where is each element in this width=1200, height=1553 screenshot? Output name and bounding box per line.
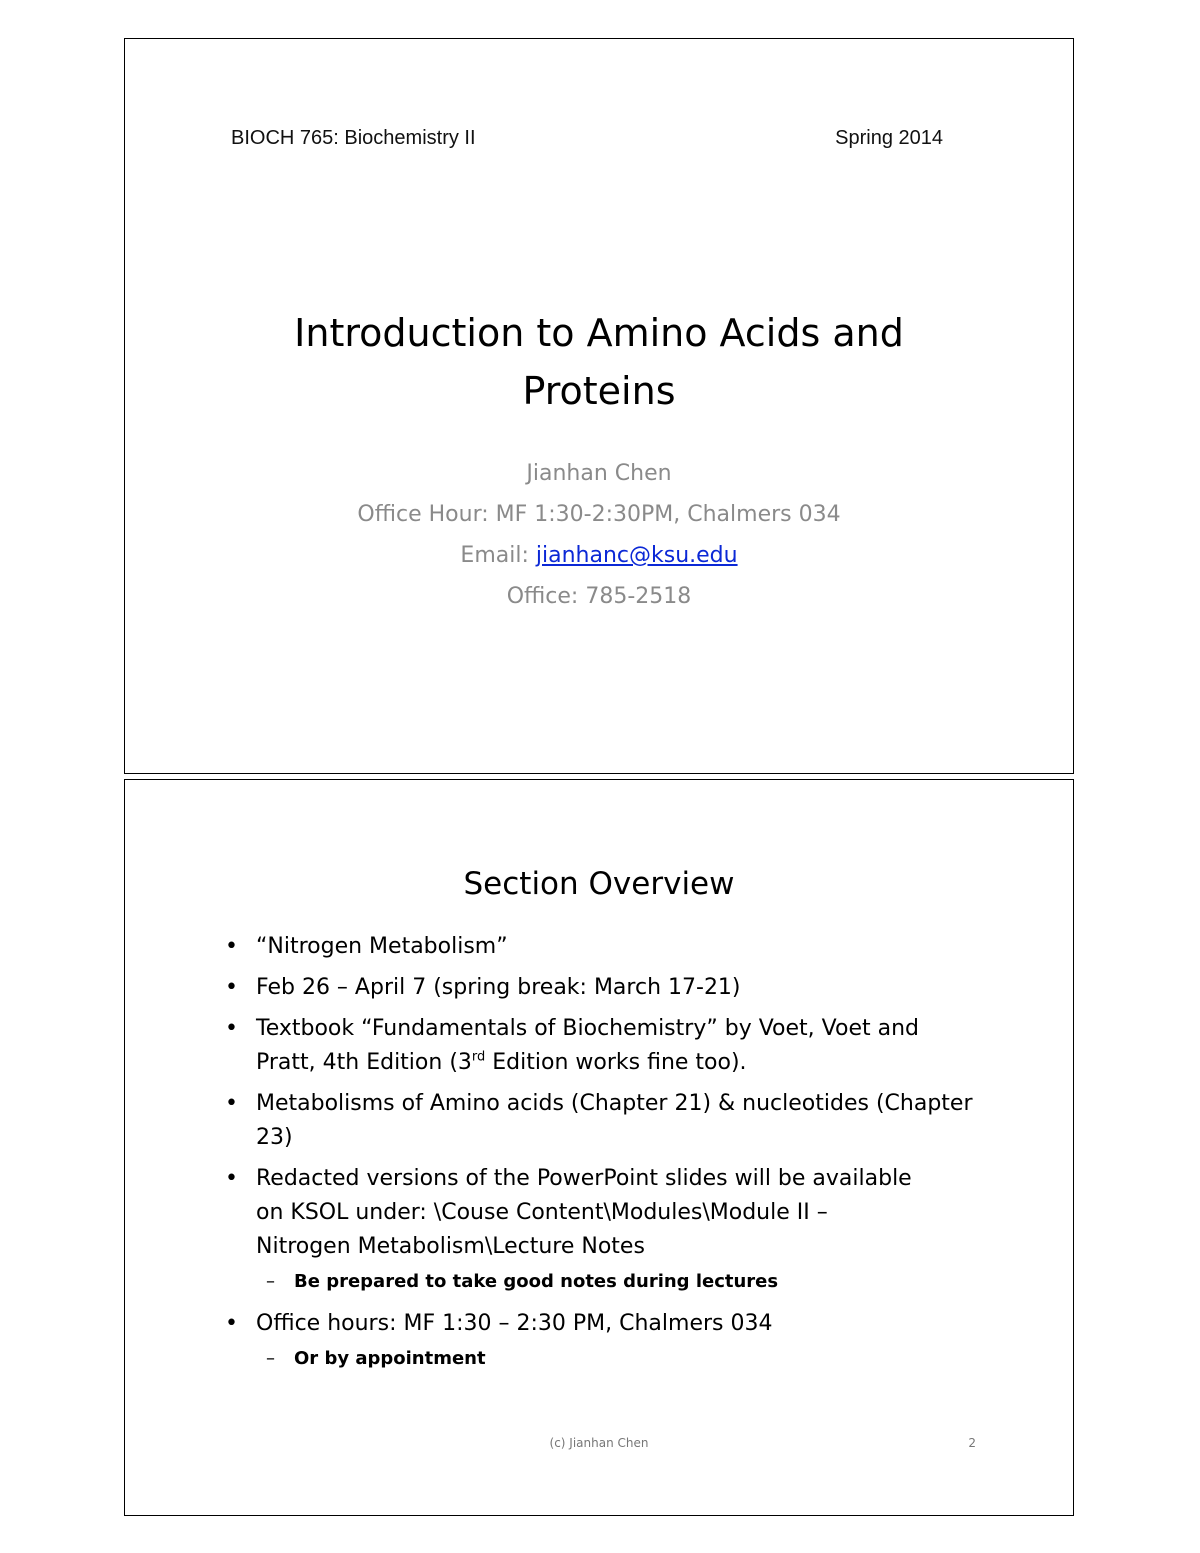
term-header: Spring 2014 <box>835 127 943 149</box>
list-item <box>225 971 985 1005</box>
bullet-icon: • <box>225 934 238 959</box>
email-label: Email: <box>460 543 536 568</box>
footer-credit: (c) Jianhan Chen <box>549 1436 649 1450</box>
office-hour: Office Hour: MF 1:30-2:30PM, Chalmers 034 <box>357 502 841 527</box>
list-item <box>225 1162 985 1300</box>
list-item <box>225 1012 985 1080</box>
bullet-text-line-1: Redacted versions of the PowerPoint slides will be available <box>256 1166 912 1191</box>
sub-list-item <box>256 1264 985 1300</box>
bullet-icon: • <box>225 1311 238 1336</box>
bullet-icon: • <box>225 1166 238 1191</box>
slide-title: Section Overview <box>463 866 735 902</box>
course-header: BIOCH 765: Biochemistry II <box>231 127 476 149</box>
office-phone: Office: 785-2518 <box>506 584 692 609</box>
bullet-list <box>225 930 985 1384</box>
email-line <box>125 535 1073 576</box>
superscript: rd <box>471 1049 486 1065</box>
sub-list-item <box>256 1341 985 1377</box>
bullet-text: Textbook “Fundamentals of Biochemistry” by Voet, Voet and Pratt, 4th Edition (3 <box>256 1016 919 1075</box>
dash-icon: – <box>266 1348 275 1369</box>
slide-2 <box>124 779 1074 1516</box>
bullet-text: Feb 26 – April 7 (spring break: March 17-21) <box>256 975 741 1000</box>
title-line-1: Introduction to Amino Acids and <box>294 311 904 355</box>
sub-item-text: Or by appointment <box>294 1348 486 1369</box>
bullet-icon: • <box>225 1091 238 1116</box>
dash-icon: – <box>266 1271 275 1292</box>
instructor-name: Jianhan Chen <box>526 461 672 486</box>
slide-1 <box>124 38 1074 774</box>
instructor-info <box>125 453 1073 617</box>
email-link[interactable]: jianhanc@ksu.edu <box>535 543 738 568</box>
list-item <box>225 1307 985 1377</box>
page-number: 2 <box>968 1436 976 1450</box>
bullet-icon: • <box>225 975 238 1000</box>
slide-title <box>125 304 1073 420</box>
sub-item-text: Be prepared to take good notes during lectures <box>294 1271 779 1292</box>
bullet-icon: • <box>225 1016 238 1041</box>
bullet-text: “Nitrogen Metabolism” <box>256 934 508 959</box>
bullet-text-cont: Edition works fine too). <box>485 1050 747 1075</box>
bullet-text-line-2: on KSOL under: \Couse Content\Modules\Module II – <box>256 1200 828 1225</box>
bullet-text-line-3: Nitrogen Metabolism\Lecture Notes <box>256 1234 645 1259</box>
sub-list <box>256 1264 985 1300</box>
list-item <box>225 1087 985 1155</box>
list-item <box>225 930 985 964</box>
title-line-2: Proteins <box>522 369 676 413</box>
bullet-text: Office hours: MF 1:30 – 2:30 PM, Chalmers 034 <box>256 1311 773 1336</box>
sub-list <box>256 1341 985 1377</box>
bullet-text: Metabolisms of Amino acids (Chapter 21) & nucleotides (Chapter 23) <box>256 1091 973 1150</box>
